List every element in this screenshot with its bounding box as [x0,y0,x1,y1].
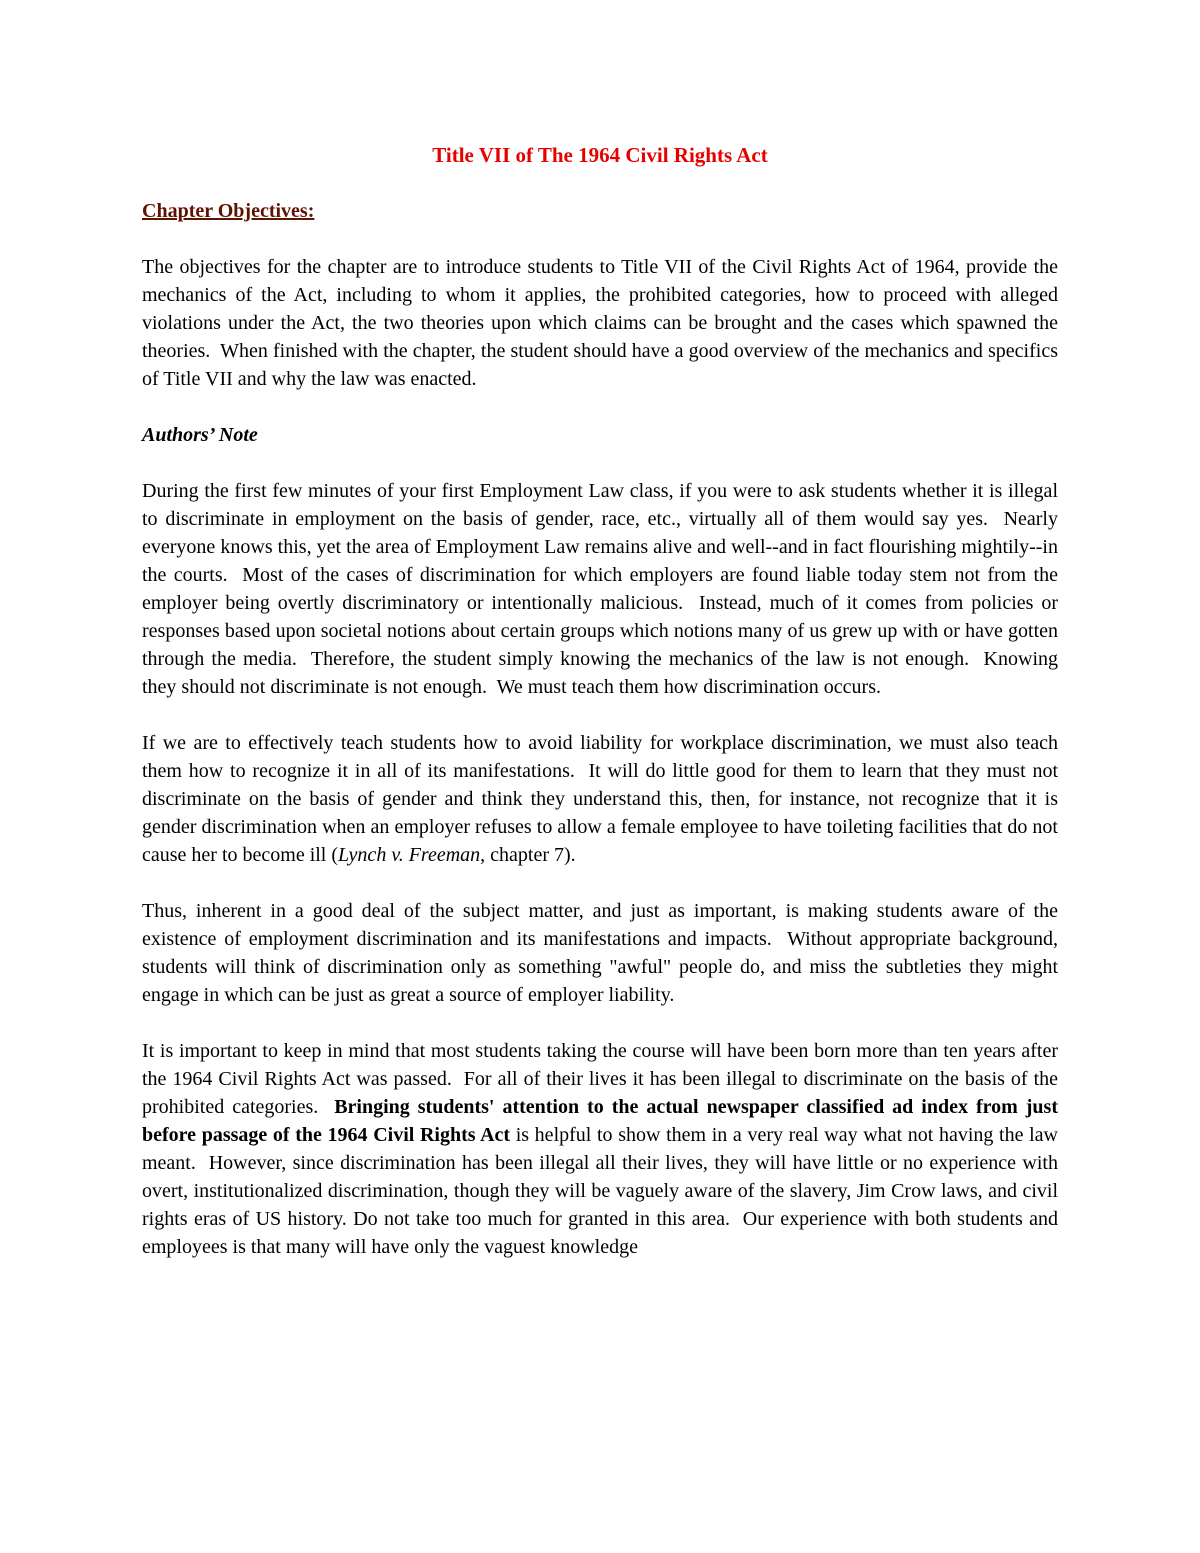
paragraph-text: , chapter 7). [480,844,576,866]
paragraph-text: It is important to keep in mind that most students taking the course will have been born more than ten years after the 1964 Civil Rights Act was passed. For all of their lives it has been illegal to discriminate on the basis of the prohibited categories. [142,1040,1063,1118]
bold-emphasis-text: Bringing students' attention to the actual newspaper classified ad index from just before passage of the 1964 Civil Rights Act [142,1096,1063,1146]
authors-note-paragraph-2 [142,729,1063,869]
document-title: Title VII of The 1964 Civil Rights Act [432,143,768,167]
paragraph-text: If we are to effectively teach students how to avoid liability for workplace discrimination, we must also teach them how to recognize it in all of its manifestations. It will do little good for them to learn that they must not discriminate on the basis of gender and think they understand this, then, for instance, not recognize that it is gender discrimination when an employer refuses to allow a female employee to have toileting facilities that do not cause her to become ill ( [142,732,1063,866]
authors-note-paragraph-4 [142,1037,1063,1261]
paragraph-text: is helpful to show them in a very real way what not having the law meant. However, since discrimination has been illegal all their lives, they will have little or no experience with overt, institutionalized discrimination, though they will be vaguely aware of the slavery, Jim Crow laws, and civil rights eras of US history. Do not take too much for granted in this area. Our experience with both students and employees is that many will have only the vaguest knowledge [142,1124,1063,1258]
authors-note-heading: Authors’ Note [142,424,258,446]
case-citation-lynch-v-freeman: Lynch v. Freeman [338,844,481,866]
authors-note-paragraph-3: Thus, inherent in a good deal of the subject matter, and just as important, is making students aware of the existence of employment discrimination and its manifestations and impacts. Without appropriate background, students will think of discrimination only as something "awful" people do, and miss the subtleties they might engage in which can be just as great a source of employer liability. [142,900,1063,1006]
authors-note-paragraph-1: During the first few minutes of your first Employment Law class, if you were to ask students whether it is illegal to discriminate in employment on the basis of gender, race, etc., virtually all of them would say yes. Nearly everyone knows this, yet the area of Employment Law remains alive and well--and in fact flourishing mightily--in the courts. Most of the cases of discrimination for which employers are found liable today stem not from the employer being overtly discriminatory or intentionally malicious. Instead, much of it comes from policies or responses based upon societal notions about certain groups which notions many of us grew up with or have gotten through the media. Therefore, the student simply knowing the mechanics of the law is not enough. Knowing they should not discriminate is not enough. We must teach them how discrimination occurs. [142,480,1063,698]
objectives-paragraph: The objectives for the chapter are to introduce students to Title VII of the Civil Rights Act of 1964, provide the mechanics of the Act, including to whom it applies, the prohibited categories, how to proceed with alleged violations under the Act, the two theories upon which claims can be brought and the cases which spawned the theories. When finished with the chapter, the student should have a good overview of the mechanics and specifics of Title VII and why the law was enacted. [142,256,1063,390]
chapter-objectives-heading: Chapter Objectives: [142,200,315,222]
